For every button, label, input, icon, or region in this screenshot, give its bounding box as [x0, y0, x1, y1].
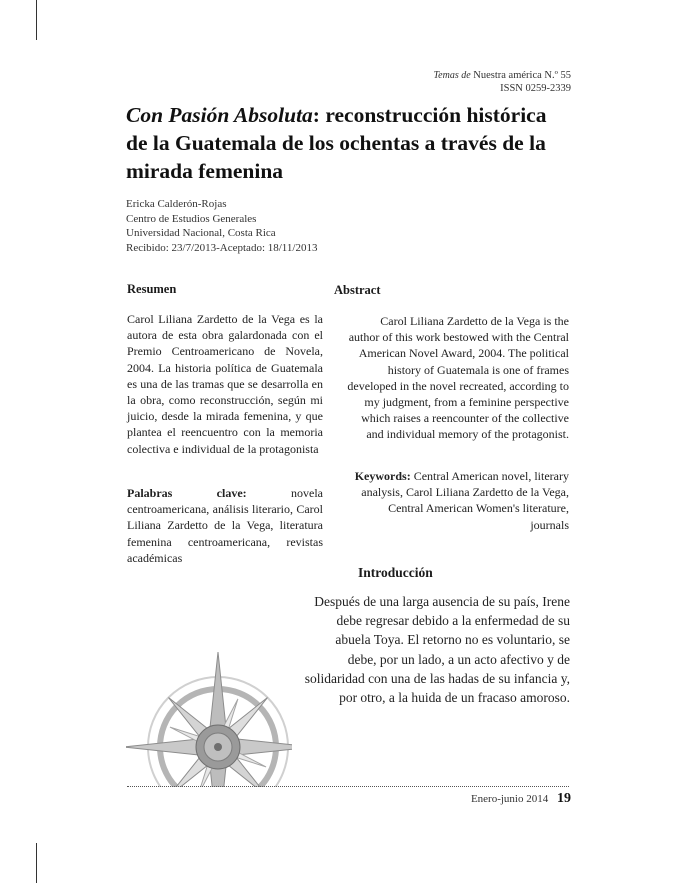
keywords-list: Central American novel, literary analysis, Carol Liliana Zardetto de la Vega, Central American Women's literature, journals: [361, 469, 569, 532]
crop-mark-bottom: [36, 843, 37, 883]
resumen-keywords: [127, 485, 323, 566]
resumen-body: Carol Liliana Zardetto de la Vega es la autora de esta obra galardonada con el Premio Centroamericano de Novela, 2004. La historia política de Guatemala es una de las tramas que se desarrolla en la obra, como reconstrucción, según mi juicio, desde la mirada femenina, y que plantea el reencuentro con la memoria colectiva e individual de la protagonista: [127, 312, 323, 456]
introduccion-body: Después de una larga ausencia de su país, Irene debe regresar debido a la enfermedad de su abuela Toya. El retorno no es voluntario, se debe, por un lado, a un acto afectivo y de solidaridad con una de las hadas de su infancia y, por otro, a la huida de un fracaso amoroso.: [304, 594, 570, 706]
received-accepted-dates: Recibido: 23/7/2013-Aceptado: 18/11/2013: [126, 241, 318, 254]
article-title-rest: : reconstrucción histórica de la Guatemala de los ochentas a través de la mirada femenina: [126, 103, 547, 183]
author-name: Ericka Calderón-Rojas: [126, 198, 227, 210]
journal-header: [434, 69, 571, 95]
footer-divider: [127, 786, 569, 787]
compass-rose-icon: [126, 647, 292, 787]
abstract-heading: Abstract: [334, 283, 381, 297]
abstract-body: Carol Liliana Zardetto de la Vega is the author of this work bestowed with the Central American Novel Award, 2004. The political history of Guatemala is one of frames developed in the novel recreated, according to my judgment, from a feminine perspective which raises a reencounter of the collective and individual memory of the protagonist.: [347, 314, 569, 442]
introduccion-heading: Introducción: [358, 565, 433, 580]
palabras-clave-list: novela centroamericana, análisis literario, Carol Liliana Zardetto de la Vega, literatura femenina centroamericana, revistas académicas: [127, 486, 323, 565]
palabras-clave-label: Palabras clave:: [127, 486, 247, 500]
article-title-italic: Con Pasión Absoluta: [126, 103, 313, 127]
page-footer: [471, 791, 571, 807]
keywords-label: Keywords:: [354, 469, 411, 483]
article-title: [126, 101, 566, 185]
author-department: Centro de Estudios Generales: [126, 212, 257, 225]
page-number: 19: [557, 791, 571, 806]
resumen-heading: Resumen: [127, 282, 177, 296]
journal-series: [434, 69, 571, 82]
crop-mark-top: [36, 0, 37, 40]
journal-issn: ISSN 0259-2339: [500, 83, 571, 94]
author-block: [126, 197, 317, 255]
author-university: Universidad Nacional, Costa Rica: [126, 227, 276, 239]
abstract-keywords: [347, 468, 569, 533]
journal-series-name: Nuestra américa N.º 55: [473, 70, 571, 81]
journal-series-prefix: Temas de: [433, 70, 471, 81]
issue-date: Enero-junio 2014: [470, 793, 549, 805]
compass-rose-illustration: [126, 647, 292, 787]
